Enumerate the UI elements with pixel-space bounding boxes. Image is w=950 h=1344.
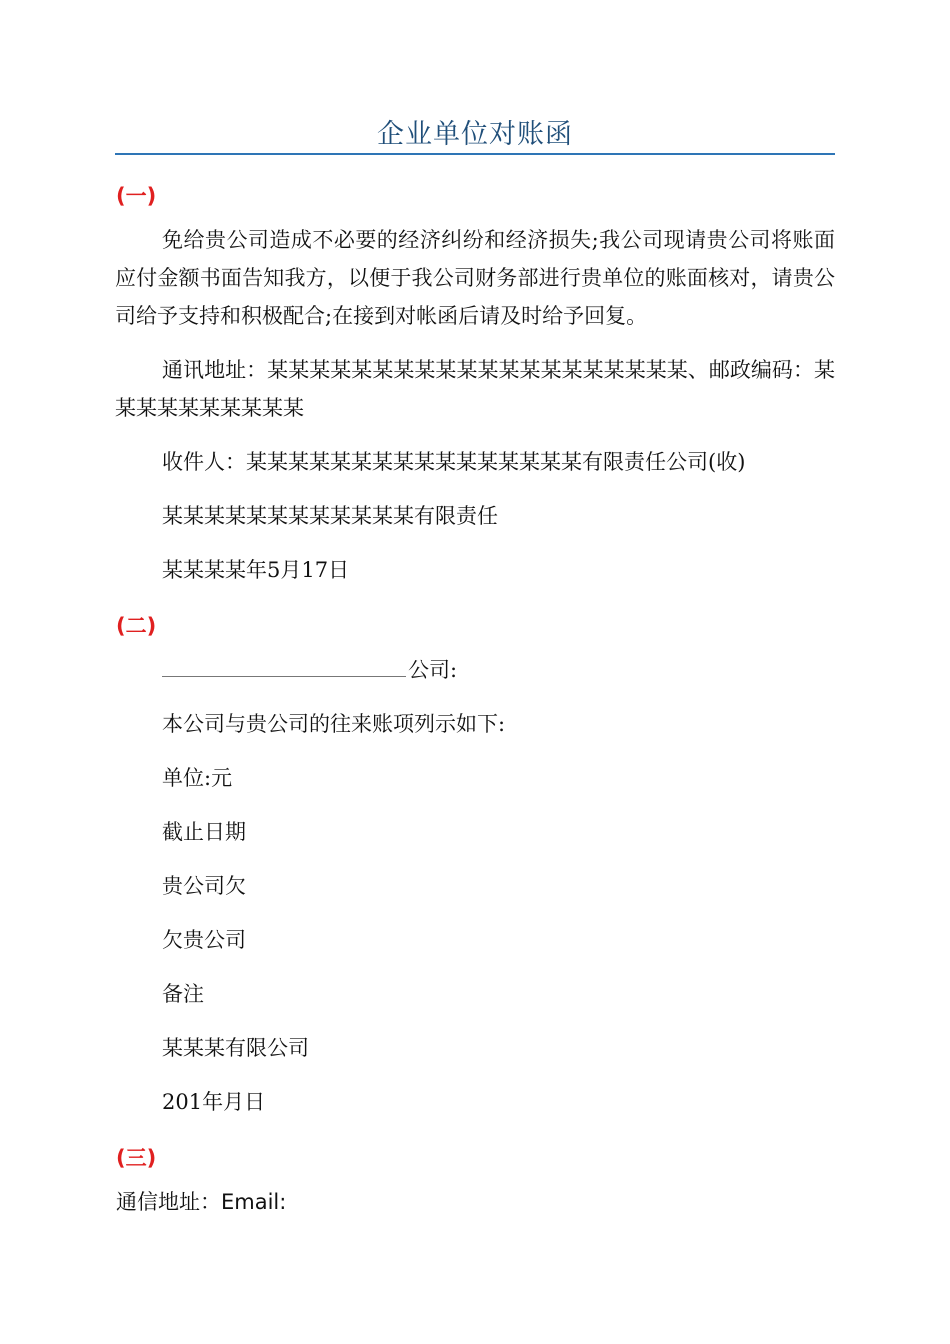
contact-line <box>116 1187 286 1217</box>
address-paragraph: 通讯地址：某某某某某某某某某某某某某某某某某某某某、邮政编码：某某某某某某某某某某 <box>115 358 835 420</box>
cutoff-date-line: 截止日期 <box>162 820 246 844</box>
section-heading-2: (二) <box>116 614 157 638</box>
document-title: 企业单位对账函 <box>377 119 573 150</box>
recipient-line: 收件人：某某某某某某某某某某某某某某某某有限责任公司(收) <box>162 450 746 474</box>
unit-line: 单位:元 <box>162 766 233 790</box>
intro-paragraph: 免给贵公司造成不必要的经济纠纷和经济损失;我公司现请贵公司将账面应付金额书面告知我方，以便于我公司财务部进行贵单位的账面核对，请贵公司给予支持和积极配合;在接到对帐函后请及时给予回复。 <box>115 228 835 328</box>
you-owe-line: 贵公司欠 <box>162 874 246 898</box>
address-label: 通信地址： <box>116 1190 221 1214</box>
section-heading-1: (一) <box>116 184 157 208</box>
addressee-suffix: 公司: <box>408 658 458 682</box>
email-label: Email: <box>221 1190 287 1214</box>
part1-date-line: 某某某某年5月17日 <box>162 558 350 582</box>
we-owe-line: 欠贵公司 <box>162 928 246 952</box>
part2-date-line: 201年月日 <box>162 1090 266 1114</box>
title-underline <box>115 153 835 155</box>
remarks-line: 备注 <box>162 982 204 1006</box>
sender-company-line: 某某某某某某某某某某某某有限责任 <box>162 504 498 528</box>
company-name-blank[interactable] <box>162 656 406 677</box>
signer-line: 某某某有限公司 <box>162 1036 309 1060</box>
section-heading-3: (三) <box>116 1146 157 1170</box>
addressee-line <box>162 655 457 685</box>
statement-intro-line: 本公司与贵公司的往来账项列示如下: <box>162 712 506 736</box>
